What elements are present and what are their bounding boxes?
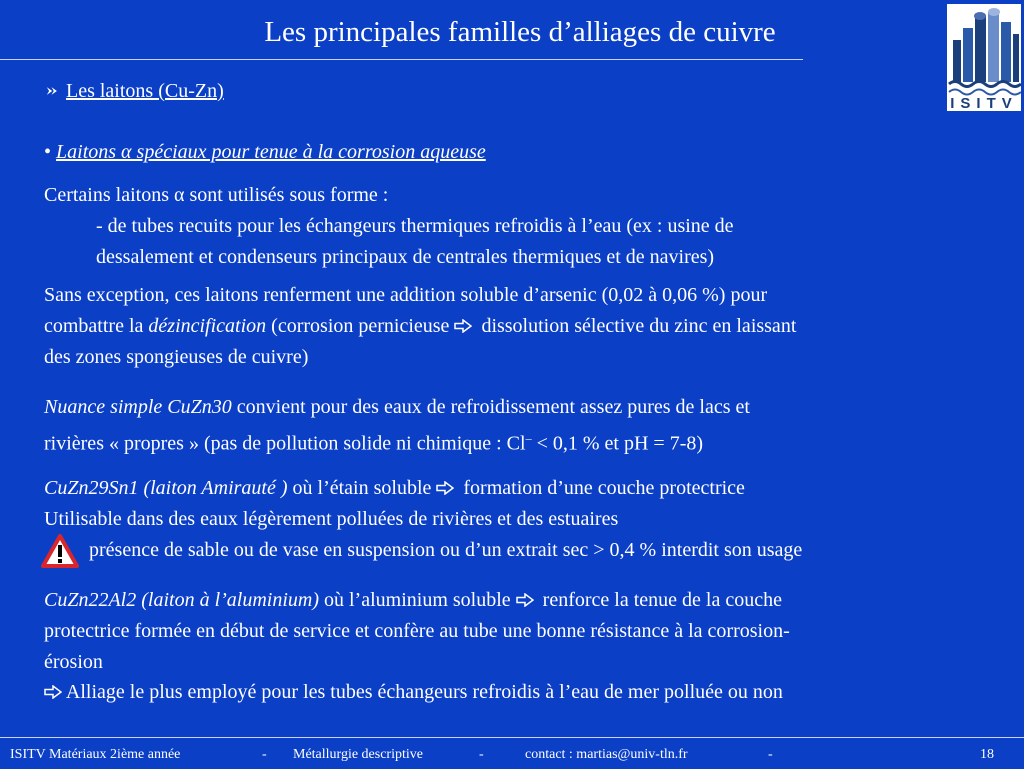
- p5-text-b: renforce la tenue de la couche: [537, 589, 782, 611]
- p3-text: convient pour des eaux de refroidissement assez pures de lacs et: [231, 396, 750, 418]
- footer-course: ISITV Matériaux 2ième année: [10, 747, 181, 762]
- p5-line2: protectrice formée en début de service et confère au tube une bonne résistance à la corrosion-: [44, 620, 790, 642]
- footer-separator: -: [262, 747, 267, 762]
- bullet: •: [44, 141, 52, 163]
- p2-term: dézincification: [148, 315, 267, 337]
- p4-alloy-name: CuZn29Sn1 (laiton Amirauté ): [44, 477, 288, 499]
- p4-warning-line: présence de sable ou de vase en suspension ou d’un extrait sec > 0,4 % interdit son usage: [89, 539, 803, 561]
- p2-line3: des zones spongieuses de cuivre): [44, 346, 309, 368]
- p3-superscript: –: [525, 431, 532, 445]
- p1-line2: - de tubes recuits pour les échangeurs thermiques refroidis à l’eau (ex : usine de: [96, 215, 734, 237]
- p2-text-a: combattre la: [44, 315, 149, 337]
- p5-line3: érosion: [44, 651, 103, 673]
- p1-line1: Certains laitons α sont utilisés sous forme :: [44, 184, 389, 206]
- arrowhead-bullet-icon: [46, 84, 60, 98]
- p2-line1: Sans exception, ces laitons renferment une addition soluble d’arsenic (0,02 à 0,06 %) pour: [44, 284, 768, 306]
- p4-text-a: où l’étain soluble: [287, 477, 437, 499]
- p3-text-a: rivières « propres » (pas de pollution solide ni chimique : Cl: [44, 432, 526, 455]
- footer-topic: Métallurgie descriptive: [293, 747, 423, 762]
- p3-alloy-name: Nuance simple CuZn30: [44, 396, 232, 418]
- slide-footer: [0, 737, 1024, 769]
- p5-line1: [44, 585, 782, 616]
- p3-line1: [44, 392, 750, 423]
- logo-text: ISITV: [950, 95, 1018, 111]
- section-heading-text: Les laitons (Cu-Zn): [66, 80, 224, 102]
- footer-separator: -: [479, 747, 484, 762]
- subsection-heading-text: Laitons α spéciaux pour tenue à la corrosion aqueuse: [56, 141, 486, 163]
- p4-text-b: formation d’une couche protectrice: [458, 477, 745, 499]
- page-number: 18: [980, 747, 994, 762]
- p4-line2: Utilisable dans des eaux légèrement polluées de rivières et des estuaires: [44, 508, 619, 530]
- right-arrow-icon: [454, 319, 472, 333]
- p5-conclusion: Alliage le plus employé pour les tubes échangeurs refroidis à l’eau de mer polluée ou non: [62, 681, 783, 703]
- p2-line2: [44, 311, 796, 342]
- p2-text-b: (corrosion pernicieuse: [266, 315, 455, 337]
- right-arrow-icon: [44, 685, 62, 699]
- p5-text-a: où l’aluminium soluble: [319, 589, 516, 611]
- warning-icon: [41, 534, 79, 568]
- slide-title: Les principales familles d’alliages de cuivre: [264, 16, 776, 48]
- subsection-heading: [44, 137, 486, 168]
- footer-contact: contact : martias@univ-tln.fr: [525, 747, 688, 762]
- p5-line4: [44, 677, 783, 708]
- p1-line3: dessalement et condenseurs principaux de centrales thermiques et de navires): [96, 246, 715, 268]
- p3-line2: [44, 423, 703, 460]
- p5-alloy-name: CuZn22Al2 (laiton à l’aluminium): [44, 589, 319, 611]
- footer-separator: -: [768, 747, 773, 762]
- section-heading-laitons: [46, 76, 224, 107]
- right-arrow-icon: [436, 481, 454, 495]
- p4-line1: [44, 473, 745, 504]
- p2-text-c: dissolution sélective du zinc en laissant: [476, 315, 797, 337]
- p3-text-b: < 0,1 % et pH = 7-8): [531, 432, 704, 455]
- isitv-logo: [947, 4, 1021, 111]
- title-divider: [0, 59, 803, 60]
- right-arrow-icon: [516, 593, 534, 607]
